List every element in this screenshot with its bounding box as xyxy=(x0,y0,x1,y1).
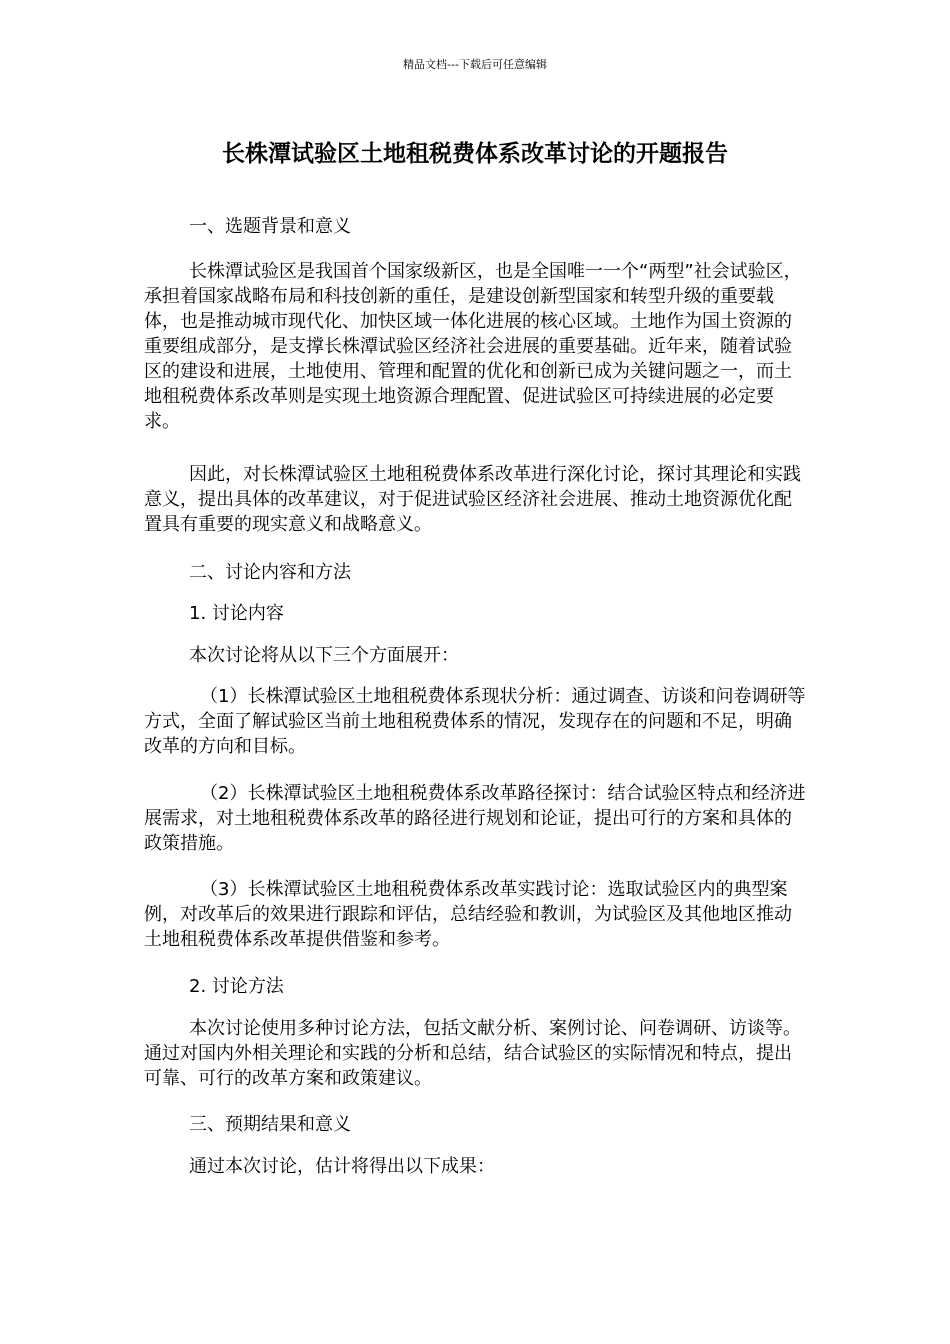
document-title: 长株潭试验区土地租税费体系改革讨论的开题报告 xyxy=(222,141,728,167)
list-item-3: （3）长株潭试验区土地租税费体系改革实践讨论：选取试验区内的典型案例，对改革后的效果进行跟踪和评估，总结经验和教训，为试验区及其他地区推动土地租税费体系改革提供借鉴和参考。 xyxy=(144,879,792,950)
list-item-1: （1）长株潭试验区土地租税费体系现状分析：通过调查、访谈和问卷调研等方式，全面了解试验区当前土地租税费体系的情况，发现存在的问题和不足，明确改革的方向和目标。 xyxy=(144,686,806,757)
list-item-2: （2）长株潭试验区土地租税费体系改革路径探讨：结合试验区特点和经济进展需求，对土地租税费体系改革的路径进行规划和论证，提出可行的方案和具体的政策措施。 xyxy=(144,783,806,854)
paragraph-significance: 因此，对长株潭试验区土地租税费体系改革进行深化讨论，探讨其理论和实践意义，提出具体的改革建议，对于促进试验区经济社会进展、推动土地资源优化配置具有重要的现实意义和战略意义。 xyxy=(144,464,801,535)
subheading-content: 1. 讨论内容 xyxy=(189,603,284,624)
section-heading-background: 一、选题背景和意义 xyxy=(189,216,351,237)
paragraph-method: 本次讨论使用多种讨论方法，包括文献分析、案例讨论、问卷调研、访谈等。通过对国内外相关理论和实践的分析和总结，结合试验区的实际情况和特点，提出可靠、可行的改革方案和政策建议。 xyxy=(144,1018,801,1089)
section-heading-results: 三、预期结果和意义 xyxy=(189,1114,351,1135)
paragraph-results-intro: 通过本次讨论，估计将得出以下成果： xyxy=(189,1156,495,1177)
section-heading-content-method: 二、讨论内容和方法 xyxy=(189,562,351,583)
page-header: 精品文档---下载后可任意编辑 xyxy=(403,58,547,71)
paragraph-background: 长株潭试验区是我国首个国家级新区，也是全国唯一一个“两型”社会试验区，承担着国家战略布局和科技创新的重任，是建设创新型国家和转型升级的重要载体，也是推动城市现代化、加快区域一体化进展的核心区域。土地作为国土资源的重要组成部分，是支撑长株潭试验区经济社会进展的重要基础。近年来，随着试验区的建设和进展，土地使用、管理和配置的优化和创新已成为关键问题之一，而土地租税费体系改革则是实现土地资源合理配置、促进试验区可持续进展的必定要求。 xyxy=(144,261,802,432)
paragraph-intro: 本次讨论将从以下三个方面展开： xyxy=(189,645,459,666)
subheading-method: 2. 讨论方法 xyxy=(189,976,284,997)
